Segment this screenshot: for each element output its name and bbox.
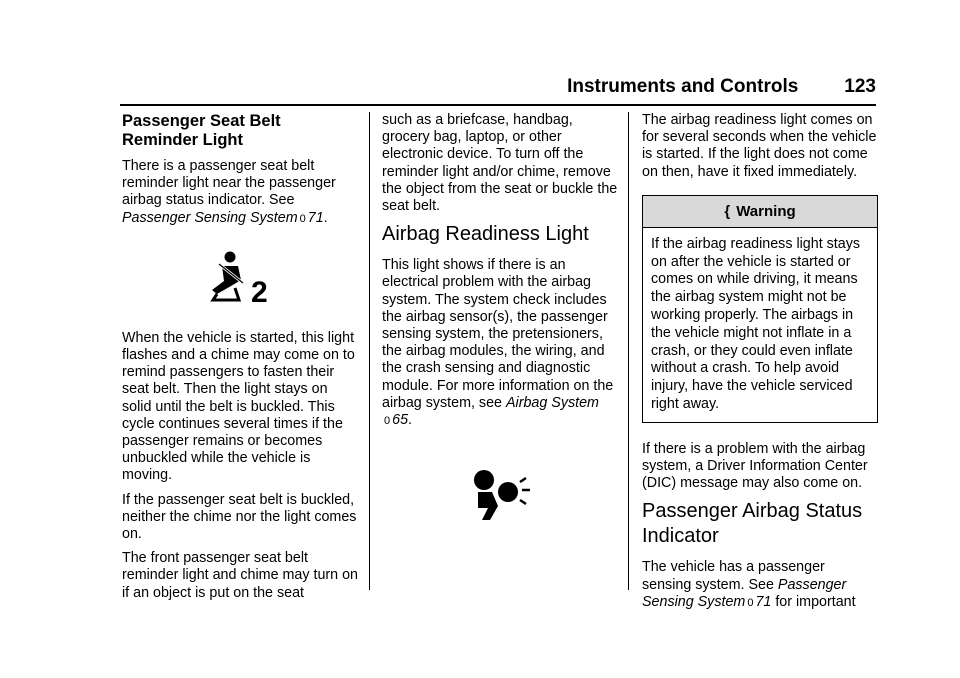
xref-passenger-sensing-system[interactable]: Passenger Sensing System [122, 209, 298, 226]
heading-passenger-seat-belt-reminder: Passenger Seat Belt Reminder Light [122, 112, 281, 149]
paragraph: such as a briefcase, handbag, grocery bag, laptop, or other electronic device. To turn off the reminder light and/or chime, remove the object from the seat or buckle the seat belt. [382, 112, 618, 215]
xref-passenger-sensing-system[interactable]: Passenger Sensing System [642, 576, 847, 610]
seatbelt-reminder-figure [122, 250, 358, 306]
xref-page[interactable]: 71 [755, 593, 772, 610]
heading-airbag-readiness-light: Airbag Readiness Light [382, 223, 589, 246]
heading-passenger-airbag-status-indicator: Passenger Airbag Status Indicator [642, 500, 863, 548]
xref-page[interactable]: 65 [392, 412, 409, 429]
paragraph: If the passenger seat belt is buckled, neither the chime nor the light comes on. [122, 491, 357, 543]
column-divider-1 [369, 112, 370, 590]
warning-header [643, 196, 877, 228]
page-header [0, 76, 876, 98]
paragraph: The front passenger seat belt reminder light and chime may turn on if an object is put on the seat [122, 550, 359, 601]
column-divider-2 [628, 112, 629, 590]
seatbelt-reminder-icon [207, 250, 273, 306]
page-ref-icon: 0 [384, 415, 391, 428]
airbag-readiness-figure [382, 468, 618, 524]
column-1 [122, 112, 358, 609]
xref-page[interactable]: 71 [307, 209, 324, 226]
paragraph: There is a passenger seat belt reminder light near the passenger airbag status indicator. See Passenger Sensing System 0 71. [122, 158, 358, 228]
header-rule [120, 104, 876, 106]
xref-airbag-system[interactable]: Airbag System [505, 394, 599, 411]
page-ref-icon: 0 [299, 212, 306, 225]
warning-box [642, 195, 878, 423]
paragraph: The vehicle has a passenger sensing system. See Passenger Sensing System 0 71 for important [642, 559, 878, 612]
warning-title: Warning [736, 202, 796, 220]
airbag-readiness-icon [468, 468, 532, 524]
page-number: 123 [844, 76, 876, 97]
seatbelt-icon-label: 2 [251, 275, 268, 306]
paragraph: The airbag readiness light comes on for several seconds when the vehicle is started. If the light does not come on then, have it fixed immediately. [642, 112, 877, 180]
column-2 [382, 112, 618, 548]
column-3 [642, 112, 878, 619]
paragraph: If there is a problem with the airbag system, a Driver Information Center (DIC) message may also come on. [642, 440, 868, 492]
paragraph: This light shows if there is an electrical problem with the airbag system. The system check includes the airbag sensor(s), the passenger sensing system, the pretensioners, the airbag modules, the wiring, and the crash sensing and diagnostic module. For more information on the airbag system, see Airbag System 0 65. [382, 257, 618, 430]
section-title: Instruments and Controls [567, 76, 799, 97]
page-ref-icon: 0 [747, 596, 754, 609]
warning-body: If the airbag readiness light stays on after the vehicle is started or comes on while driving, it means the airbag system might not be working properly. The airbags in the vehicle might not inflate in a crash, or they could even inflate without a crash. To help avoid injury, have the vehicle serviced right away. [651, 235, 861, 412]
warning-icon: { [724, 202, 731, 220]
paragraph: When the vehicle is started, this light flashes and a chime may come on to remind passengers to fasten their seat belt. Then the light stays on solid until the belt is buckled. This cycle continues several times if the passenger remains or becomes unbuckled while the vehicle is moving. [122, 329, 355, 484]
